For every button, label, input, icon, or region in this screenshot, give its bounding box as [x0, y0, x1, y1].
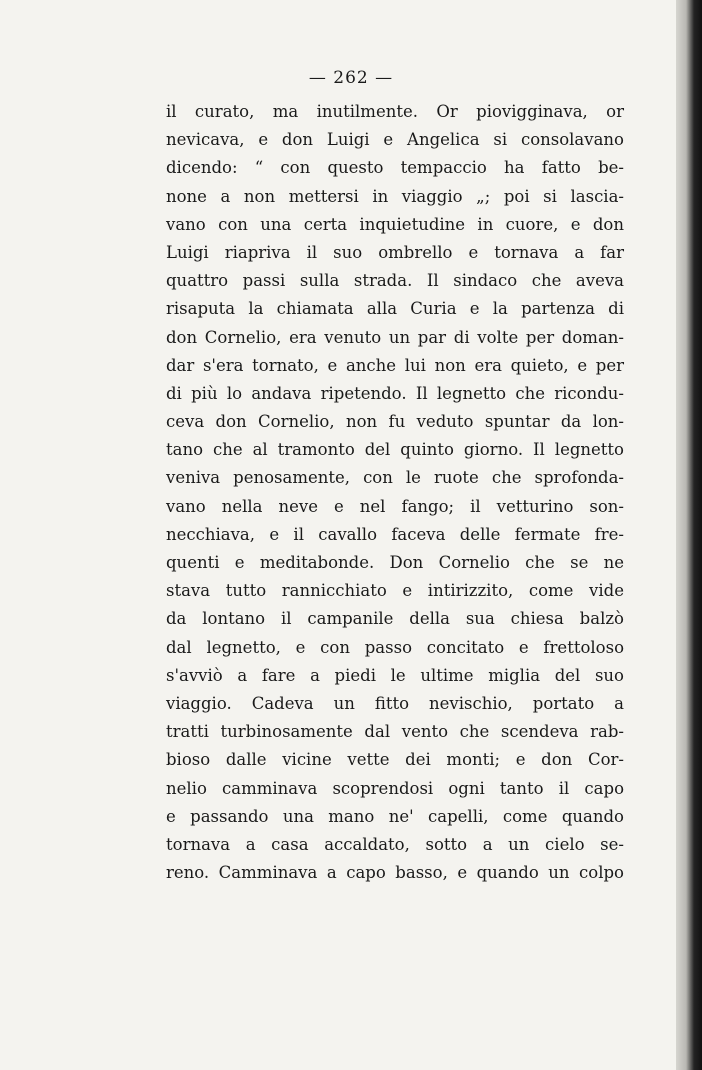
text-line: nelio camminava scoprendosi ogni tanto il capo [166, 778, 624, 798]
text-line: dal legnetto, e con passo concitato e frettoloso [166, 637, 624, 657]
text-line: quenti e meditabonde. Don Cornelio che se ne [166, 553, 624, 572]
text-line: Luigi riapriva il suo ombrello e tornava a far [166, 242, 624, 262]
text-line: bioso dalle vicine vette dei monti; e don Cor- [166, 750, 624, 770]
text-line: risaputa la chiamata alla Curia e la partenza di [166, 299, 624, 319]
text-line: dicendo: “ con questo tempaccio ha fatto be- [166, 158, 624, 178]
text-line: tornava a casa accaldato, sotto a un cielo se- [166, 834, 624, 854]
text-line: il curato, ma inutilmente. Or piovigginava, or [166, 102, 624, 121]
text-line: dar s'era tornato, e anche lui non era quieto, e per [166, 355, 624, 375]
text-line: nevicava, e don Luigi e Angelica si consolavano [166, 130, 624, 150]
text-line: vano con una certa inquietudine in cuore, e don [166, 214, 624, 234]
text-line: viaggio. Cadeva un fitto nevischio, portato a [166, 693, 624, 713]
page-number: — 262 — [308, 68, 394, 88]
text-line: di più lo andava ripetendo. Il legnetto che ricondu- [166, 383, 624, 403]
text-line: da lontano il campanile della sua chiesa balzò [166, 609, 624, 629]
text-line: vano nella neve e nel fango; il vetturino son- [166, 496, 624, 516]
text-line: tano che al tramonto del quinto giorno. Il legnetto [166, 440, 624, 460]
body-text [166, 98, 624, 887]
text-line: stava tutto rannicchiato e intirizzito, come vide [166, 581, 624, 601]
text-line: don Cornelio, era venuto un par di volte per doman- [166, 327, 624, 347]
text-line: tratti turbinosamente dal vento che scendeva rab- [166, 722, 624, 742]
text-line: ceva don Cornelio, non fu veduto spuntar da lon- [166, 412, 624, 432]
text-line: necchiava, e il cavallo faceva delle fermate fre- [166, 524, 624, 544]
text-line: none a non mettersi in viaggio „; poi si lascia- [166, 186, 624, 206]
text-line: reno. Camminava a capo basso, e quando un colpo [166, 863, 624, 883]
text-line: veniva penosamente, con le ruote che sprofonda- [166, 468, 624, 488]
text-line: e passando una mano ne' capelli, come quando [166, 806, 624, 826]
text-line: quattro passi sulla strada. Il sindaco che aveva [166, 271, 624, 291]
text-line: s'avviò a fare a piedi le ultime miglia del suo [166, 665, 624, 685]
book-binding-edge [676, 0, 702, 1070]
